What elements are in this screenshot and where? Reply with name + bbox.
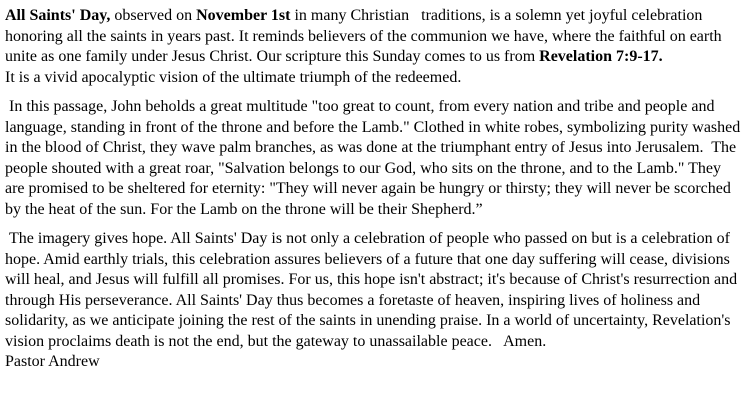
intro-text-a: observed on bbox=[110, 7, 197, 24]
intro-text-b: in many Christian traditions, is a solemn yet joyful celebration honoring all the saints in years past. It reminds believers of the communion we have, where the faithful on earth unite as one family under Jesus Christ. Our scripture this Sunday comes to us from bbox=[5, 7, 726, 65]
intro-last-line: It is a vivid apocalyptic vision of the ultimate triumph of the redeemed. bbox=[5, 68, 462, 86]
hope-paragraph bbox=[5, 229, 742, 373]
scripture-reference: Revelation 7:9-17. bbox=[539, 48, 663, 65]
intro-paragraph bbox=[5, 6, 742, 88]
signature: Pastor Andrew bbox=[5, 353, 100, 370]
hope-text: The imagery gives hope. All Saints' Day is not only a celebration of people who passed on but is a celebration of hope. Amid earthly trials, this celebration assures believers of a future that one day suffering will cease, divisions will heal, and Jesus will fulfill all promises. For us, this hope isn't abstract; it's because of Christ's resurrection and through His perseverance. All Saints' Day thus becomes a foretaste of heaven, inspiring lives of holiness and solidarity, as we anticipate joining the rest of the saints in unending praise. In a world of uncertainty, Revelation's vision proclaims death is not the end, but the gateway to unassailable peace. Amen. bbox=[5, 230, 742, 350]
holiday-title: All Saints' Day, bbox=[5, 7, 111, 24]
passage-paragraph: In this passage, John beholds a great multitude "too great to count, from every nation and tribe and people and language, standing in front of the throne and before the Lamb." Clothed in white robes, symbolizing purity washed in the blood of Christ, they wave palm branches, as was done at the triumphant entry of Jesus into Jerusalem. The people shouted with a great roar, "Salvation belongs to our God, who sits on the throne, and to the Lamb." They are promised to be sheltered for eternity: "They will never again be hungry or thirsty; they will never be scorched by the heat of the sun. For the Lamb on the throne will be their Shepherd.” bbox=[5, 98, 744, 218]
holiday-date: November 1st bbox=[196, 7, 291, 24]
